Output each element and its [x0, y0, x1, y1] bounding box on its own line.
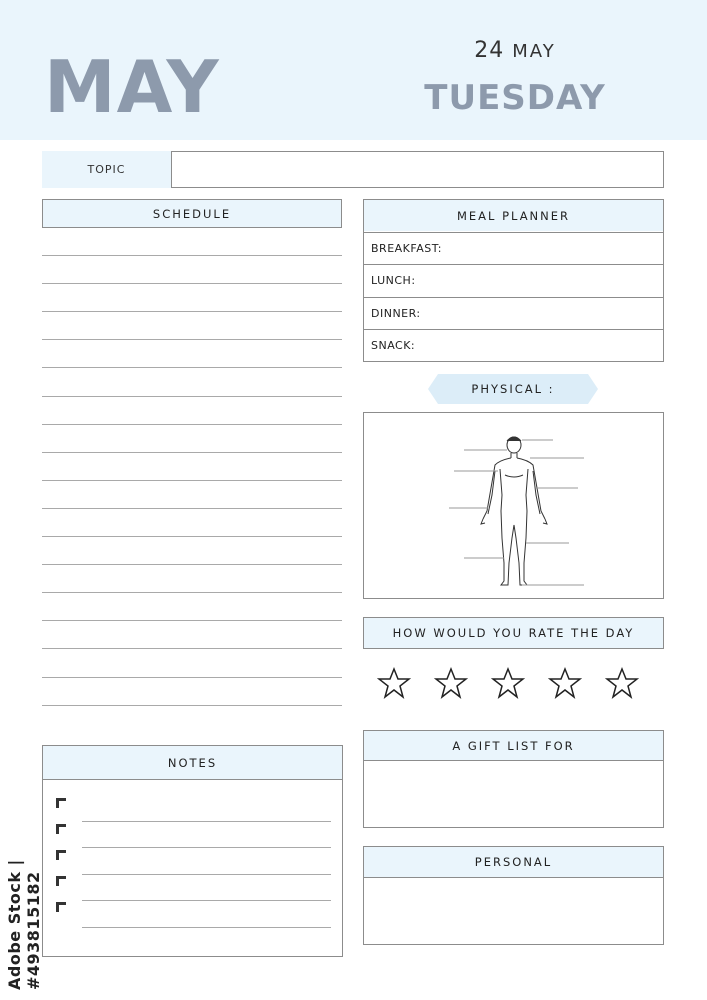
schedule-line[interactable]	[42, 480, 342, 481]
schedule-title: SCHEDULE	[42, 199, 342, 228]
schedule-line[interactable]	[42, 396, 342, 397]
schedule-line[interactable]	[42, 424, 342, 425]
stock-id-label: Adobe Stock | #493815182	[5, 859, 43, 990]
schedule-line[interactable]	[42, 508, 342, 509]
schedule-line[interactable]	[42, 255, 342, 256]
personal-title: PERSONAL	[364, 847, 663, 878]
schedule-line[interactable]	[42, 677, 342, 678]
schedule-line[interactable]	[42, 367, 342, 368]
topic-label: TOPIC	[42, 151, 172, 188]
schedule-line[interactable]	[42, 564, 342, 565]
rating-stars	[364, 666, 664, 706]
rating-title: HOW WOULD YOU RATE THE DAY	[363, 617, 664, 649]
meal-planner-title: MEAL PLANNER	[364, 200, 663, 231]
star-icon-5[interactable]	[605, 666, 639, 700]
gift-list-title: A GIFT LIST FOR	[364, 731, 663, 761]
schedule-line[interactable]	[42, 283, 342, 284]
day-number: 24	[474, 38, 505, 63]
notes-title: NOTES	[43, 746, 342, 780]
meal-row-breakfast[interactable]: BREAKFAST:	[364, 232, 664, 264]
schedule-line[interactable]	[42, 705, 342, 706]
date-label	[420, 38, 610, 63]
star-icon-4[interactable]	[548, 666, 582, 700]
schedule-line[interactable]	[42, 339, 342, 340]
star-icon-1[interactable]	[377, 666, 411, 700]
star-icon-3[interactable]	[491, 666, 525, 700]
weekday-title: TUESDAY	[424, 78, 606, 118]
human-body-icon	[364, 413, 663, 598]
schedule-line[interactable]	[42, 452, 342, 453]
schedule-line[interactable]	[42, 311, 342, 312]
physical-box	[363, 412, 664, 599]
day-month: MAY	[512, 41, 556, 62]
meal-row-lunch[interactable]: LUNCH:	[364, 264, 664, 296]
schedule-line[interactable]	[42, 648, 342, 649]
schedule-line[interactable]	[42, 592, 342, 593]
physical-title: PHYSICAL :	[471, 382, 555, 396]
month-title: MAY	[44, 45, 220, 129]
schedule-line[interactable]	[42, 620, 342, 621]
meal-row-snack[interactable]: SNACK:	[364, 329, 664, 361]
schedule-line[interactable]	[42, 536, 342, 537]
schedule-lines	[42, 228, 342, 708]
star-icon-2[interactable]	[434, 666, 468, 700]
meal-row-dinner[interactable]: DINNER:	[364, 297, 664, 329]
